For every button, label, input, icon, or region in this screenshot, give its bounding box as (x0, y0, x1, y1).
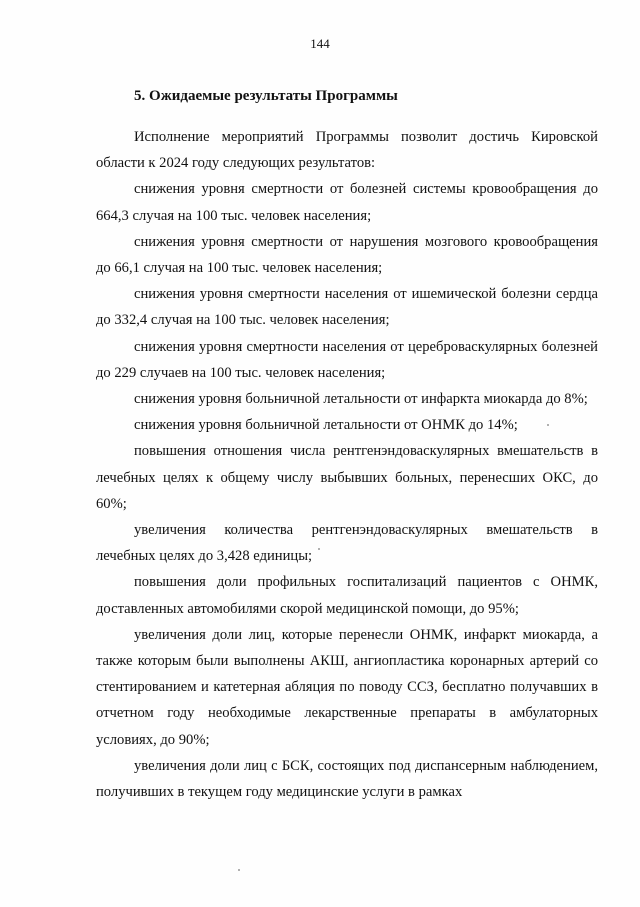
paragraph-result: увеличения доли лиц, которые перенесли ОНМК, инфаркт миокарда, а также которым были выполнены АКШ, ангиопластика коронарных артерий со стентированием и катетерная абляция по поводу ССЗ, бесплатно получавших в отчетном году необходимые лекарственные препараты в амбулаторных условиях, до 90%; (96, 626, 598, 748)
paragraph-result: увеличения доли лиц с БСК, состоящих под диспансерным наблюдением, получивших в текущем году медицинские услуги в рамках (96, 757, 598, 801)
paragraph-result: снижения уровня больничной летальности от ОНМК до 14%; (134, 417, 518, 434)
paragraph-result: снижения уровня смертности населения от ишемической болезни сердца до 332,4 случая на 100 тыс. человек населения; (96, 286, 598, 329)
section-heading: 5. Ожидаемые результаты Программы (134, 88, 398, 104)
paragraph-result: снижения уровня смертности населения от цереброваскулярных болезней до 229 случаев на 100 тыс. человек населения; (96, 338, 598, 381)
page-number: 144 (310, 36, 330, 51)
paragraph-result: снижения уровня смертности от болезней системы кровообращения до 664,3 случая на 100 тыс. человек населения; (96, 181, 598, 224)
paragraph-result: повышения доли профильных госпитализаций пациентов с ОНМК, доставленных автомобилями скорой медицинской помощи, до 95%; (96, 574, 598, 617)
scan-speck (238, 869, 240, 871)
scan-speck (318, 548, 320, 550)
paragraph-result: снижения уровня больничной летальности от инфаркта миокарда до 8%; (134, 391, 588, 408)
paragraph-result: снижения уровня смертности от нарушения мозгового кровообращения до 66,1 случая на 100 тыс. человек населения; (96, 233, 598, 277)
body-text (96, 124, 598, 805)
paragraph-intro: Исполнение мероприятий Программы позволит достичь Кировской области к 2024 году следующих результатов: (96, 129, 598, 172)
paragraph-result: повышения отношения числа рентгенэндоваскулярных вмешательств в лечебных целях к общему числу выбывших больных, перенесших ОКС, до 60%; (96, 443, 598, 512)
scan-speck (547, 424, 549, 426)
paragraph-result: увеличения количества рентгенэндоваскулярных вмешательств в лечебных целях до 3,428 единицы; (96, 522, 598, 565)
